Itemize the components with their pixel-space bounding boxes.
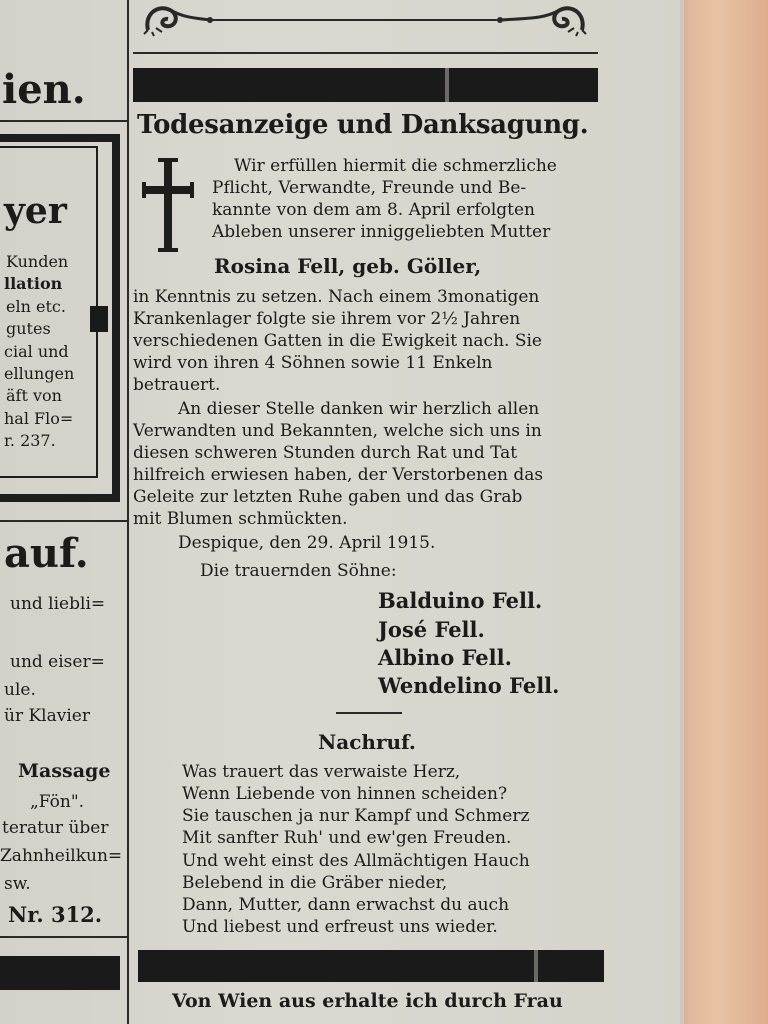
left-line: teratur über <box>2 818 109 838</box>
column-rule <box>127 0 129 1024</box>
left-box-line: eln etc. <box>6 297 66 316</box>
left-box-line: gutes <box>6 319 51 338</box>
notice-intro-line: kannte von dem am 8. April erfolgten <box>212 200 536 220</box>
left-box-line: cial und <box>4 342 69 361</box>
left-box-line: ellungen <box>4 364 75 383</box>
notice-body-line: wird von ihren 4 Söhnen sowie 11 Enkeln <box>133 353 493 373</box>
left-box-line: hal Flo= <box>4 409 74 428</box>
son-name: Albino Fell. <box>378 645 512 670</box>
notice-body-line: verschiedenen Gatten in die Ewigkeit nach. Sie <box>133 331 542 351</box>
left-heading-top: ien. <box>2 66 86 113</box>
poem-line: Mit sanfter Ruh' und ew'gen Freuden. <box>182 828 512 848</box>
notice-title: Todesanzeige und Danksagung. <box>137 110 589 140</box>
left-line: ür Klavier <box>4 706 90 726</box>
left-line: ule. <box>4 680 36 700</box>
left-line: sw. <box>4 874 31 894</box>
mourners-intro: Die trauernden Söhne: <box>200 561 397 581</box>
notice-intro-line: Ableben unserer inniggeliebten Mutter <box>212 222 551 242</box>
left-line: und eiser= <box>10 652 105 672</box>
son-name: Wendelino Fell. <box>378 673 560 698</box>
top-black-bar <box>133 68 598 102</box>
bottom-bar-notch <box>534 950 538 982</box>
notice-body-line: Krankenlager folgte sie ihrem vor 2½ Jahren <box>133 309 521 329</box>
poem-line: Und liebest und erfreust uns wieder. <box>182 917 498 937</box>
notice-body-line: in Kenntnis zu setzen. Nach einem 3monatigen <box>133 287 540 307</box>
next-item-line: Von Wien aus erhalte ich durch Frau <box>172 990 563 1012</box>
cross-icon <box>140 156 196 254</box>
son-name: José Fell. <box>378 617 485 642</box>
poem-line: Sie tauschen ja nur Kampf und Schmerz <box>182 806 530 826</box>
left-footer: Nr. 312. <box>8 902 103 927</box>
poem-line: Belebend in die Gräber nieder, <box>182 873 448 893</box>
ornament-icon <box>140 0 590 40</box>
left-box-line: r. 237. <box>4 431 56 450</box>
left-ad-notch <box>90 306 108 332</box>
poem-line: Und weht einst des Allmächtigen Hauch <box>182 851 530 871</box>
deceased-name: Rosina Fell, geb. Göller, <box>214 254 482 278</box>
notice-body-line: Geleite zur letzten Ruhe gaben und das Grab <box>133 487 523 507</box>
place-date: Despique, den 29. April 1915. <box>178 533 436 553</box>
left-rule-3 <box>0 936 127 938</box>
notice-body-line: betrauert. <box>133 375 221 395</box>
notice-body-line: Verwandten und Bekannten, welche sich uns in <box>133 421 542 441</box>
poem-line: Dann, Mutter, dann erwachst du auch <box>182 895 510 915</box>
notice-body-line: mit Blumen schmückten. <box>133 509 348 529</box>
left-line: Zahnheilkun= <box>0 846 123 866</box>
short-divider <box>336 712 402 714</box>
left-line: und liebli= <box>10 594 106 614</box>
left-box-line: äft von <box>6 386 62 405</box>
left-rule-1 <box>0 120 127 122</box>
son-name: Balduino Fell. <box>378 588 543 613</box>
notice-body-line: An dieser Stelle danken wir herzlich allen <box>178 399 540 419</box>
left-box-line: Kunden <box>6 252 69 271</box>
notice-body-line: diesen schweren Stunden durch Rat und Tat <box>133 443 518 463</box>
page-edge <box>684 0 768 1024</box>
left-rule-2 <box>0 520 127 522</box>
poem-line: Was trauert das verwaiste Herz, <box>182 762 461 782</box>
notice-body-line: hilfreich erwiesen haben, der Verstorbenen das <box>133 465 544 485</box>
left-line: Massage <box>18 760 111 782</box>
notice-intro-line: Wir erfüllen hiermit die schmerzliche <box>234 156 557 176</box>
top-bar-notch <box>445 68 449 102</box>
left-box-heading: yer <box>4 190 67 232</box>
top-rule <box>133 52 598 54</box>
notice-intro-line: Pflicht, Verwandte, Freunde und Be- <box>212 178 527 198</box>
left-box-line: llation <box>4 274 63 293</box>
poem-title: Nachruf. <box>318 730 416 754</box>
left-line: „Fön". <box>30 792 85 812</box>
left-heading-kauf: auf. <box>4 530 89 577</box>
left-bottom-bar <box>0 956 120 990</box>
edge-shadow <box>680 0 690 1024</box>
poem-line: Wenn Liebende von hinnen scheiden? <box>182 784 508 804</box>
